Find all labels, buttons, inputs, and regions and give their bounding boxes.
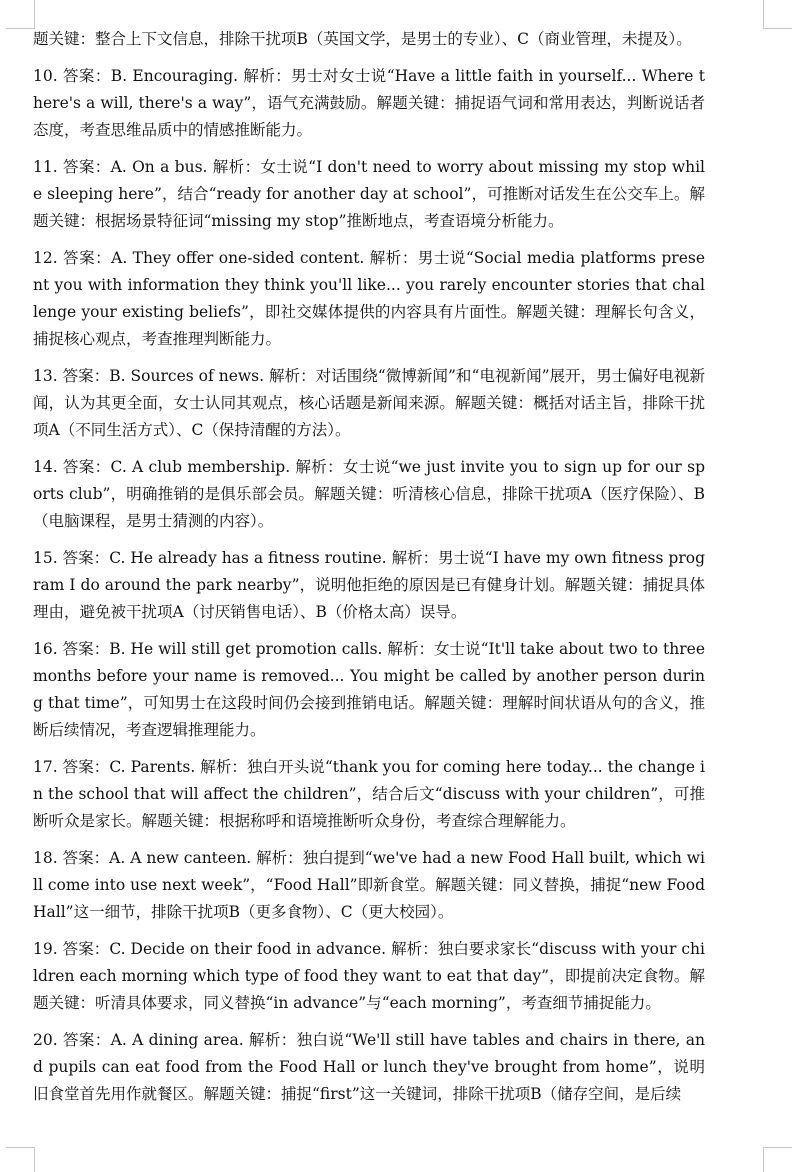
page-corner-mark-top-left [6, 0, 35, 29]
page-corner-mark-bottom-left [6, 1147, 35, 1172]
answer-paragraph-12: 12. 答案：A. They offer one-sided content. 解析：男士说“Social media platforms present you with information they think you'll like... you rarely encounter stories that challenge your existing beliefs”，即社交媒体提供的内容具有片面性。解题关键：理解长句含义，捕捉核心观点，考查推理判断能力。 [33, 249, 705, 348]
answer-paragraph-14: 14. 答案：C. A club membership. 解析：女士说“we just invite you to sign up for our sports club”，明确推销的是俱乐部会员。解题关键：听清核心信息，排除干扰项A（医疗保险）、B（电脑课程，是男士猜测的内容）。 [33, 458, 705, 530]
answer-paragraph-16: 16. 答案：B. He will still get promotion calls. 解析：女士说“It'll take about two to three months before your name is removed... You might be called by another person during that time”，可知男士在这段时间仍会接到推销电话。解题关键：理解时间状语从句的含义，推断后续情况，考查逻辑推理能力。 [33, 640, 705, 739]
answer-paragraph-11: 11. 答案：A. On a bus. 解析：女士说“I don't need to worry about missing my stop while sleeping here”，结合“ready for another day at school”，可推断对话发生在公交车上。解题关键：根据场景特征词“missing my stop”推断地点，考查语境分析能力。 [33, 158, 705, 230]
answer-paragraph-15: 15. 答案：C. He already has a fitness routine. 解析：男士说“I have my own fitness program I do around the park nearby”，说明他拒绝的原因是已有健身计划。解题关键：捕捉具体理由，避免被干扰项A（讨厌销售电话）、B（价格太高）误导。 [33, 549, 705, 621]
page-corner-mark-top-right [763, 0, 792, 29]
answer-paragraph-10: 10. 答案：B. Encouraging. 解析：男士对女士说“Have a little faith in yourself... Where there's a will, there's a way”，语气充满鼓励。解题关键：捕捉语气词和常用表达，判断说话者态度，考查思维品质中的情感推断能力。 [33, 67, 705, 139]
answer-paragraph-18: 18. 答案：A. A new canteen. 解析：独白提到“we've had a new Food Hall built, which will come into use next week”，“Food Hall”即新食堂。解题关键：同义替换，捕捉“new Food Hall”这一细节，排除干扰项B（更多食物）、C（更大校园）。 [33, 849, 705, 921]
document-body [33, 26, 705, 1118]
answer-paragraph-19: 19. 答案：C. Decide on their food in advance. 解析：独白要求家长“discuss with your children each morning which type of food they want to eat that day”，即提前决定食物。解题关键：听清具体要求，同义替换“in advance”与“each morning”，考查细节捕捉能力。 [33, 940, 705, 1012]
page-corner-mark-bottom-right [763, 1147, 792, 1172]
answer-paragraph-20: 20. 答案：A. A dining area. 解析：独白说“We'll still have tables and chairs in there, and pupils can eat food from the Food Hall or lunch they've brought from home”，说明旧食堂首先用作就餐区。解题关键：捕捉“first”这一关键词，排除干扰项B（储存空间，是后续 [33, 1031, 705, 1103]
answer-paragraph-continuation: 题关键：整合上下文信息，排除干扰项B（英国文学，是男士的专业）、C（商业管理，未提及）。 [33, 30, 692, 48]
answer-paragraph-13: 13. 答案：B. Sources of news. 解析：对话围绕“微博新闻”和“电视新闻”展开，男士偏好电视新闻，认为其更全面，女士认同其观点，核心话题是新闻来源。解题关键：概括对话主旨，排除干扰项A（不同生活方式）、C（保持清醒的方法）。 [33, 367, 705, 439]
answer-paragraph-17: 17. 答案：C. Parents. 解析：独白开头说“thank you for coming here today... the change in the school that will affect the children”，结合后文“discuss with your children”，可推断听众是家长。解题关键：根据称呼和语境推断听众身份，考查综合理解能力。 [33, 758, 705, 830]
